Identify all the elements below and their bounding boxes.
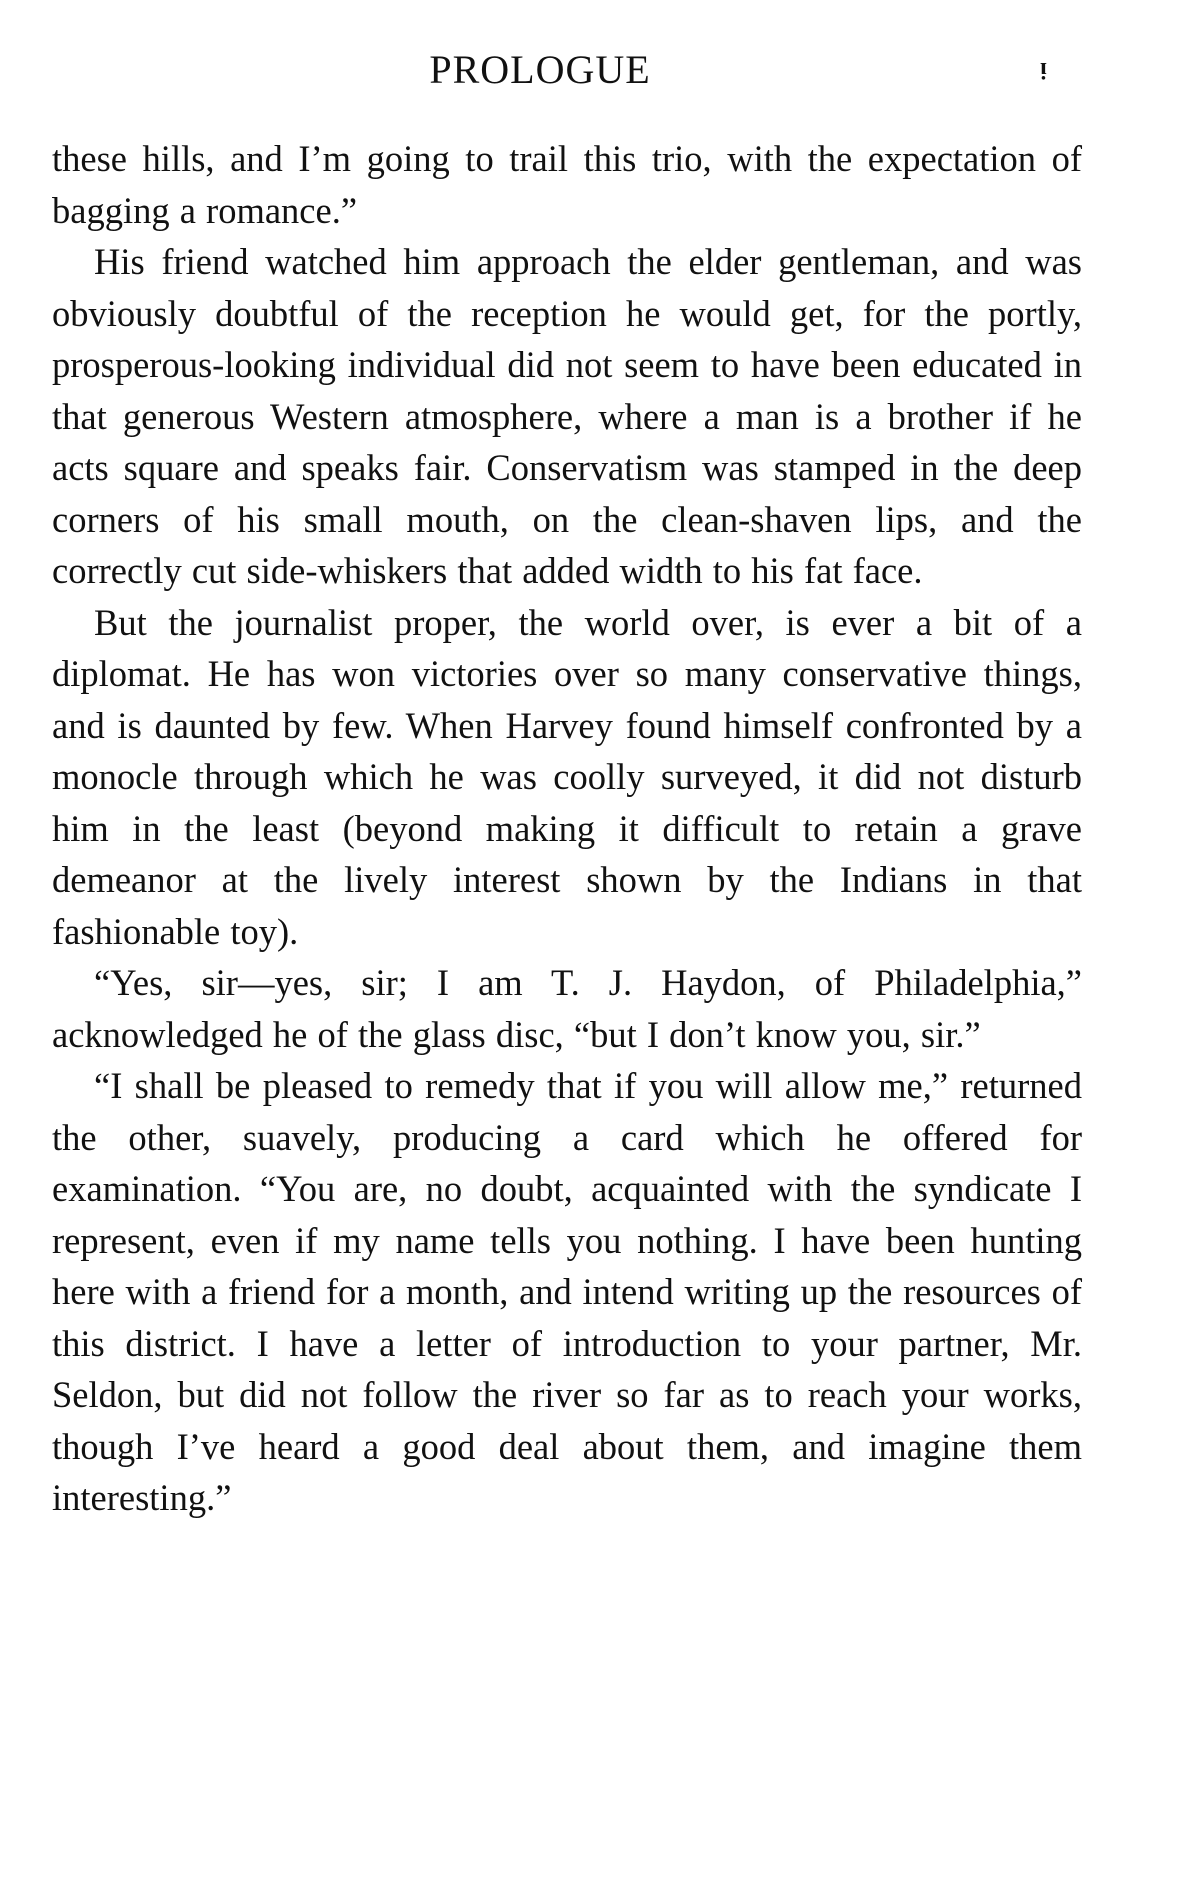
paragraph-haydon-reply: “Yes, sir—yes, sir; I am T. J. Haydon, of Philadelphia,” acknowledged he of the glass disc, “but I don’t know you, sir.” <box>52 962 1082 1055</box>
running-head <box>0 40 1193 100</box>
paragraph-continued: these hills, and I’m going to trail this trio, with the expectation of bagging a romance.” <box>52 138 1082 231</box>
paragraph-harvey-introduction: “I shall be pleased to remedy that if you will allow me,” returned the other, suavely, producing a card which he offered for examination. “You are, no doubt, acquainted with the syndicate I represent, even if my name tells you nothing. I have been hunting here with a friend for a month, and intend writing up the resources of this district. I have a letter of introduction to your partner, Mr. Seldon, but did not follow the river so far as to reach your works, though I’ve heard a good deal about them, and imagine them interesting.” <box>52 1065 1082 1518</box>
paragraph-friend-watched: His friend watched him approach the elder gentleman, and was obviously doubtful of the reception he would get, for the portly, prosperous-looking individual did not seem to have been educated in that generous Western atmosphere, where a man is a brother if he acts square and speaks fair. Conservatism was stamped in the deep corners of his small mouth, on the clean-shaven lips, and the correctly cut side-whiskers that added width to his fat face. <box>52 241 1082 591</box>
body-text <box>52 133 1082 1524</box>
page-mark: ᵎ <box>1040 49 1048 94</box>
running-title: PROLOGUE <box>429 47 651 92</box>
paragraph-journalist-diplomat: But the journalist proper, the world over, is ever a bit of a diplomat. He has won victories over so many conservative things, and is daunted by few. When Harvey found himself confronted by a monocle through which he was coolly surveyed, it did not disturb him in the least (beyond making it difficult to retain a grave demeanor at the lively interest shown by the Indians in that fashionable toy). <box>52 601 1082 952</box>
